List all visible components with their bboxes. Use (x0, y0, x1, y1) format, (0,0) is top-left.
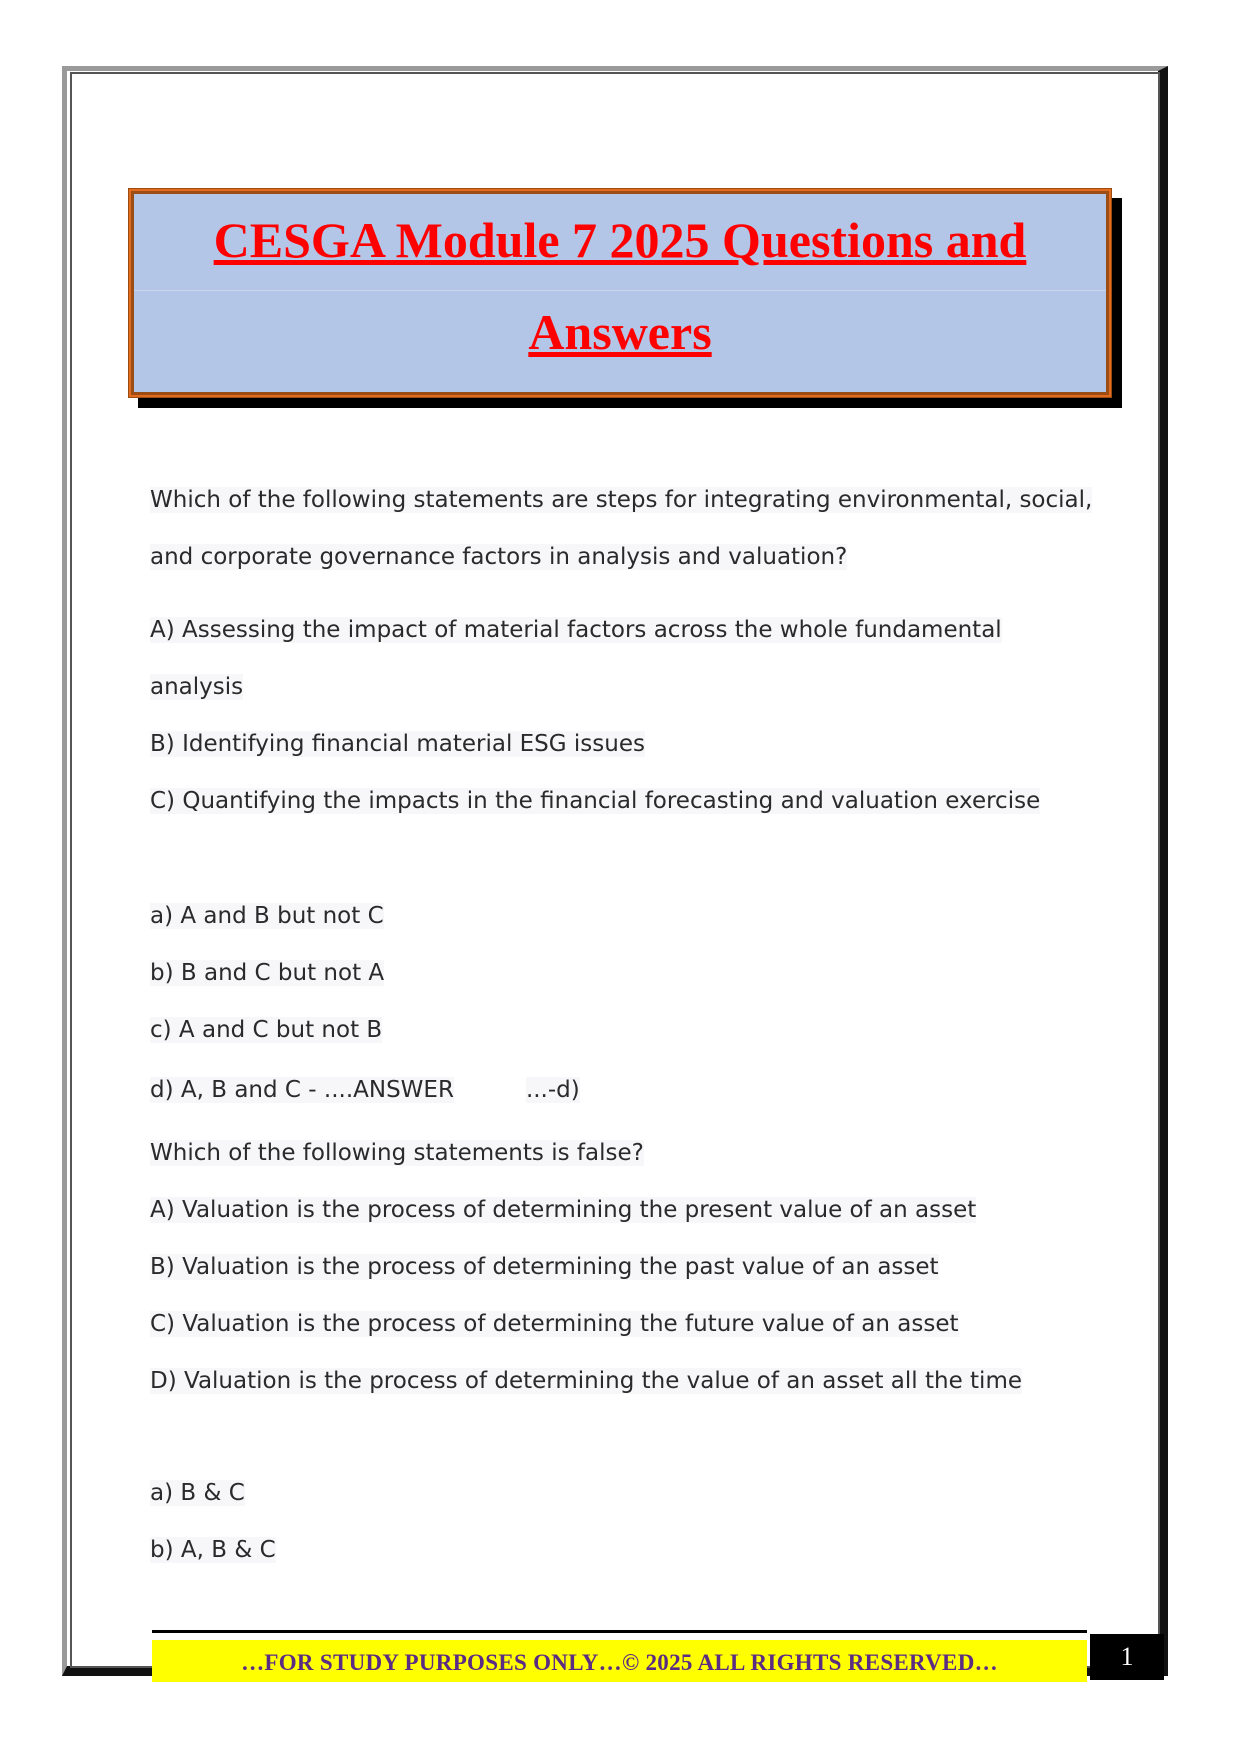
question-2-stem: Which of the following statements is false? (150, 1140, 644, 1166)
q2-statement-a: A) Valuation is the process of determining the present value of an asset (150, 1197, 977, 1223)
q2-option-a: a) B & C (150, 1480, 245, 1506)
statement-a-line1: A) Assessing the impact of material factors across the whole fundamental (150, 617, 1002, 643)
q2-option-b: b) A, B & C (150, 1537, 276, 1563)
answer-value: ...-d) (525, 1077, 580, 1103)
title-box (128, 188, 1112, 398)
q2-statement-d: D) Valuation is the process of determining the value of an asset all the time (150, 1368, 1023, 1394)
footer-rule (152, 1630, 1087, 1633)
statement-a-line2: analysis (150, 674, 244, 700)
statement-b: B) Identifying financial material ESG issues (150, 731, 645, 757)
title-divider (134, 290, 1106, 291)
option-b: b) B and C but not A (150, 960, 385, 986)
q2-statement-b: B) Valuation is the process of determining the past value of an asset (150, 1254, 939, 1280)
statement-c: C) Quantifying the impacts in the financial forecasting and valuation exercise (150, 788, 1041, 814)
question-1-stem-line1: Which of the following statements are steps for integrating environmental, social, (150, 487, 1093, 513)
page-number: 1 (1090, 1634, 1164, 1680)
footer-notice: …FOR STUDY PURPOSES ONLY…© 2025 ALL RIGHTS RESERVED… (152, 1640, 1087, 1682)
option-a: a) A and B but not C (150, 903, 384, 929)
q2-statement-c: C) Valuation is the process of determining the future value of an asset (150, 1311, 959, 1337)
option-c: c) A and C but not B (150, 1017, 383, 1043)
document-title-line2: Answers (528, 304, 712, 360)
question-1-stem-line2: and corporate governance factors in analysis and valuation? (150, 544, 848, 570)
document-title-line1: CESGA Module 7 2025 Questions and (213, 212, 1027, 268)
option-d: d) A, B and C - ....ANSWER ...-d) (150, 1077, 580, 1103)
